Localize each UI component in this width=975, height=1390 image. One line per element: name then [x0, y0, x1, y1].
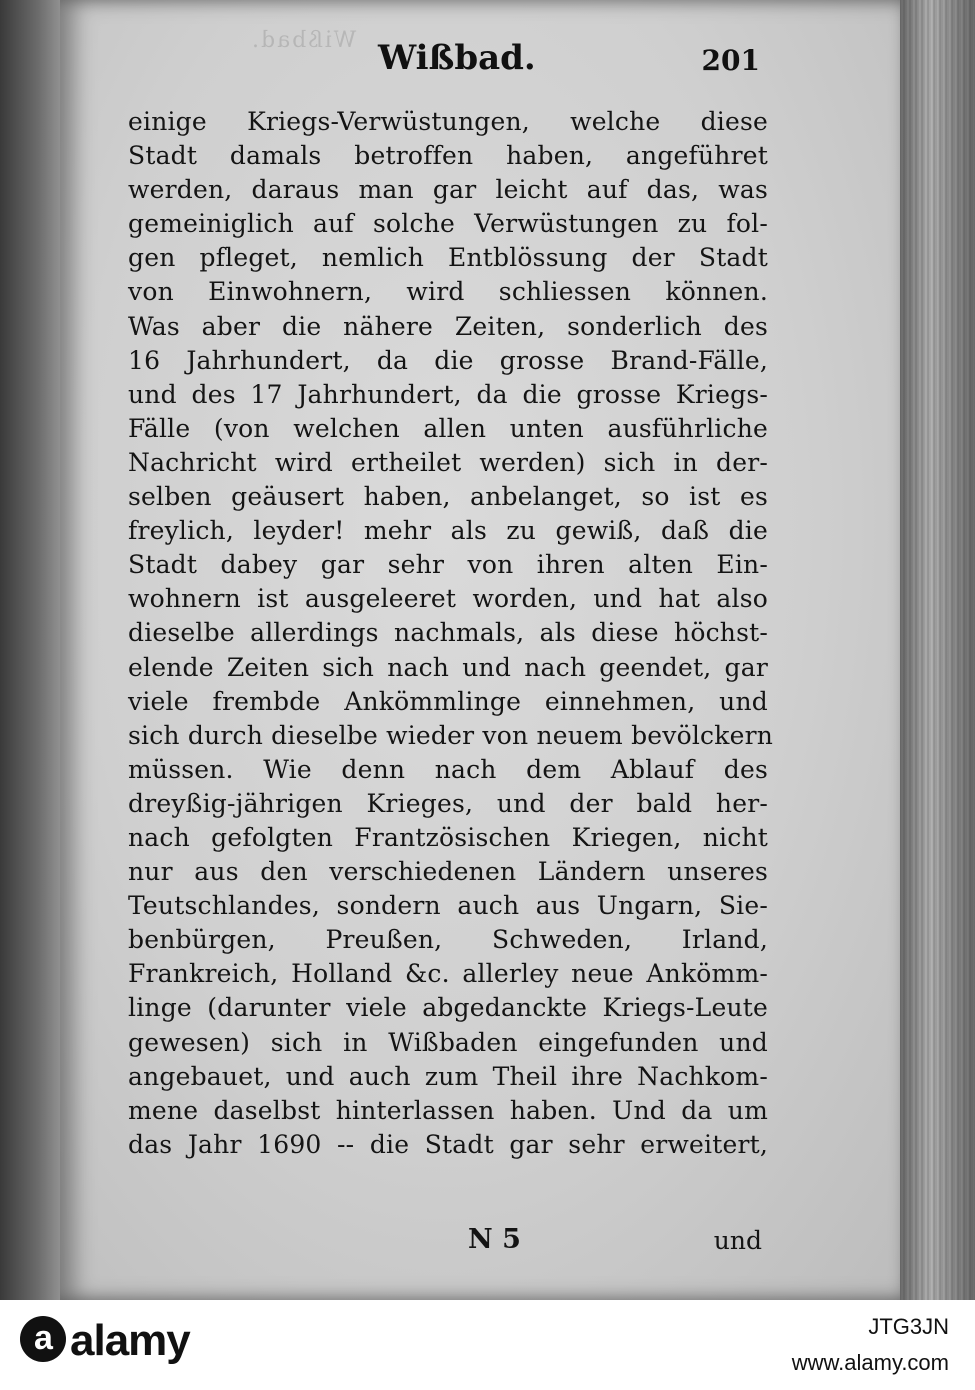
- logo-mark-icon: a: [20, 1316, 66, 1362]
- text-line: Stadt dabey gar sehr von ihren alten Ein-: [128, 550, 768, 580]
- text-line: dieselbe allerdings nachmals, als diese höchst-: [128, 618, 768, 648]
- text-line: Stadt damals betroffen haben, angeführet: [128, 141, 768, 171]
- text-line: nach gefolgten Frantzösischen Kriegen, nicht: [128, 822, 768, 852]
- text-line: und des 17 Jahrhundert, da die grosse Kriegs-: [128, 379, 768, 409]
- text-line: selben geäusert haben, anbelanget, so ist es: [128, 482, 768, 512]
- text-line: gemeiniglich auf solche Verwüstungen zu fol-: [128, 209, 768, 239]
- page-header: [120, 38, 770, 78]
- text-line: Frankreich, Holland &c. allerley neue Ankömm-: [128, 959, 768, 989]
- text-line: mene daselbst hinterlassen haben. Und da um: [128, 1095, 768, 1125]
- text-line: Nachricht wird ertheilet werden) sich in der-: [128, 447, 768, 477]
- page-footer: [128, 1224, 768, 1258]
- text-line: sich durch dieselbe wieder von neuem bevölckern: [128, 720, 774, 750]
- text-line: Fälle (von welchen allen unten ausführliche: [128, 413, 768, 443]
- text-line: elende Zeiten sich nach und nach geendet, gar: [128, 652, 768, 682]
- text-line: gewesen) sich in Wißbaden eingefunden und: [128, 1027, 768, 1057]
- catchword: und: [713, 1226, 762, 1255]
- page-stack-edge: [900, 0, 975, 1300]
- signature-mark: N 5: [468, 1224, 521, 1255]
- text-line: von Einwohnern, wird schliessen können.: [128, 277, 768, 307]
- text-line: nur aus den verschiedenen Ländern unseres: [128, 857, 768, 887]
- text-line: müssen. Wie denn nach dem Ablauf des: [128, 754, 768, 784]
- body-text: [128, 105, 774, 1162]
- text-line: einige Kriegs-Verwüstungen, welche diese: [128, 107, 768, 136]
- text-line: Was aber die nähere Zeiten, sonderlich des: [128, 311, 768, 341]
- stock-url: www.alamy.com: [791, 1350, 949, 1375]
- text-line: viele frembde Ankömmlinge einnehmen, und: [128, 686, 768, 716]
- stock-logo: [20, 1316, 190, 1366]
- text-line: Teutschlandes, sondern auch aus Ungarn, Sie-: [128, 891, 768, 921]
- text-line: 16 Jahrhundert, da die grosse Brand-Fälle,: [128, 345, 768, 375]
- stock-footer-bar: [0, 1300, 975, 1390]
- image-id: JTG3JN: [868, 1314, 949, 1339]
- text-line: wohnern ist ausgeleeret worden, und hat also: [128, 584, 768, 614]
- text-line: linge (darunter viele abgedanckte Kriegs-Leute: [128, 993, 768, 1023]
- text-line: dreyßig-jährigen Krieges, und der bald her-: [128, 788, 768, 818]
- text-line: freylich, leyder! mehr als zu gewiß, daß die: [128, 516, 768, 546]
- text-line: das Jahr 1690 -- die Stadt gar sehr erweitert,: [128, 1129, 768, 1159]
- stock-logo-text: alamy: [70, 1316, 190, 1365]
- text-line: gen pfleget, nemlich Entblössung der Stadt: [128, 243, 768, 273]
- bleed-through-text: Wißbad.: [250, 28, 357, 53]
- text-line: benbürgen, Preußen, Schweden, Irland,: [128, 925, 768, 955]
- running-title: Wißbad.: [378, 38, 536, 78]
- text-line: angebauet, und auch zum Theil ihre Nachkom-: [128, 1061, 768, 1091]
- text-line: werden, daraus man gar leicht auf das, was: [128, 175, 768, 205]
- page-number: 201: [701, 44, 760, 77]
